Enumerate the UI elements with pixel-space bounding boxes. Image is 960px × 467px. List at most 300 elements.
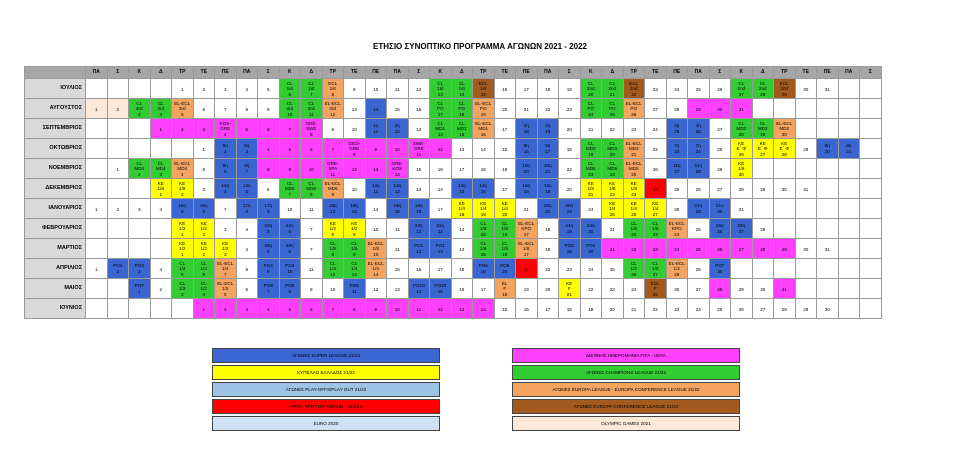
day-cell <box>86 179 108 199</box>
day-number: 10 <box>351 126 357 132</box>
day-number: 28 <box>674 271 680 277</box>
event-label: 16η <box>178 203 187 208</box>
day-cell <box>172 299 194 319</box>
event-label: PO8 <box>263 283 273 288</box>
day-number: 24 <box>588 206 594 212</box>
day-number: 24 <box>652 126 658 132</box>
day-cell <box>430 79 452 99</box>
event-label: ECL F <box>650 280 660 291</box>
day-number: 29 <box>738 286 744 292</box>
day-number: 30 <box>824 306 830 312</box>
day-cell <box>752 99 774 119</box>
day-cell <box>860 259 882 279</box>
day-cell <box>559 239 581 259</box>
day-number: 7 <box>288 126 292 132</box>
day-cell <box>322 259 344 279</box>
day-cell <box>172 279 194 299</box>
day-number: 2 <box>116 106 120 112</box>
event-label: CL 1/8 <box>630 220 637 231</box>
day-number: 19 <box>566 249 572 254</box>
day-cell <box>150 159 172 179</box>
event-label: ECL 2nd <box>629 80 639 91</box>
event-label: 18η <box>328 203 337 208</box>
day-cell <box>236 259 258 279</box>
weekday-header: Δ <box>451 67 473 79</box>
day-cell <box>215 139 237 159</box>
day-number: 6 <box>202 209 206 214</box>
day-number: 8 <box>245 266 249 272</box>
day-number: 18 <box>459 266 465 272</box>
day-number: 6 <box>223 169 227 174</box>
event-label: ΚΕ 1/8 <box>179 180 186 191</box>
day-cell <box>559 119 581 139</box>
month-row <box>25 199 882 219</box>
day-cell <box>731 299 753 319</box>
day-number: 8 <box>309 191 313 197</box>
day-cell <box>774 179 796 199</box>
day-cell <box>602 239 624 259</box>
day-cell <box>172 139 194 159</box>
day-number: 13 <box>416 126 422 132</box>
day-number: 23 <box>674 149 680 154</box>
day-number: 27 <box>738 246 744 252</box>
day-cell <box>408 159 430 179</box>
day-cell <box>344 279 366 299</box>
day-number: 17 <box>545 306 551 312</box>
day-number: 11 <box>394 86 400 92</box>
day-number: 2 <box>137 171 141 177</box>
day-cell <box>580 219 602 239</box>
day-number: 21 <box>631 306 637 312</box>
day-number: 6 <box>202 106 206 112</box>
day-cell <box>838 239 860 259</box>
day-number: 6 <box>245 286 249 292</box>
day-cell <box>516 239 538 259</box>
day-number: 14 <box>480 306 486 312</box>
day-number: 30 <box>781 186 787 192</box>
day-number: 7 <box>309 226 313 232</box>
day-number: 5 <box>180 209 184 214</box>
day-cell <box>258 119 280 139</box>
day-number: 15 <box>416 166 422 172</box>
day-cell <box>107 199 129 219</box>
day-cell <box>236 119 258 139</box>
event-label: ΚΕ 1/4 <box>458 200 465 211</box>
day-cell <box>473 99 495 119</box>
day-number: 10 <box>330 286 336 292</box>
day-cell <box>666 199 688 219</box>
day-cell <box>215 219 237 239</box>
day-number: 8 <box>352 151 356 157</box>
day-number: 29 <box>760 186 766 192</box>
event-label: ΚΕ 1/4 <box>501 200 508 211</box>
day-number: 7 <box>288 191 292 197</box>
day-cell <box>494 279 516 299</box>
month-label: ΙΟΥΝΙΟΣ <box>25 299 86 319</box>
event-label: PO3 <box>134 263 144 268</box>
day-cell <box>236 99 258 119</box>
day-cell <box>236 219 258 239</box>
day-cell <box>688 259 710 279</box>
day-number: 23 <box>566 266 572 272</box>
day-number: 12 <box>330 111 336 117</box>
day-number: 28 <box>781 306 787 312</box>
day-number: 3 <box>223 86 227 92</box>
day-cell <box>666 259 688 279</box>
day-cell <box>215 199 237 219</box>
day-cell <box>365 139 387 159</box>
weekday-header: Κ <box>731 67 753 79</box>
event-label: ECL 1st <box>478 80 488 91</box>
day-number: 18 <box>459 111 465 117</box>
day-cell <box>709 119 731 139</box>
month-row <box>25 299 882 319</box>
day-number: 10 <box>287 111 293 117</box>
day-cell <box>387 79 409 99</box>
day-number: 6 <box>202 271 206 277</box>
day-number: 9 <box>352 86 356 92</box>
event-label: PO7 <box>134 283 144 288</box>
day-cell <box>516 79 538 99</box>
event-label: 21η <box>715 203 724 208</box>
day-number: 21 <box>545 169 551 174</box>
day-number: 27 <box>652 211 658 217</box>
day-cell <box>344 99 366 119</box>
day-cell <box>645 139 667 159</box>
weekday-header: ΤΕ <box>645 67 667 79</box>
event-label: ΚΕ 1/2 <box>179 240 186 251</box>
day-number: 7 <box>331 306 335 312</box>
event-label: KOS- GRE <box>219 120 231 131</box>
day-number: 26 <box>695 186 701 192</box>
day-cell <box>107 259 129 279</box>
day-number: 2 <box>180 126 184 132</box>
event-label: CL MD4 <box>134 160 145 171</box>
event-label: EL-ECL 1/4 <box>367 260 384 271</box>
day-cell <box>473 179 495 199</box>
day-number: 20 <box>609 306 615 312</box>
day-number: 14 <box>373 106 379 112</box>
day-number: 4 <box>159 206 163 212</box>
day-number: 19 <box>588 306 594 312</box>
day-cell <box>666 179 688 199</box>
day-number: 21 <box>523 206 529 212</box>
day-cell <box>344 219 366 239</box>
day-cell <box>666 219 688 239</box>
day-cell <box>129 99 151 119</box>
day-cell <box>86 139 108 159</box>
day-number: 16 <box>480 189 486 194</box>
day-cell <box>602 159 624 179</box>
day-number: 2 <box>159 286 163 292</box>
event-label: CL 1/2 <box>179 280 186 291</box>
day-number: 9 <box>352 251 356 257</box>
day-cell <box>387 139 409 159</box>
day-cell <box>688 239 710 259</box>
day-cell <box>387 179 409 199</box>
day-cell <box>430 219 452 239</box>
day-cell <box>365 79 387 99</box>
event-label: CL 1/4 <box>200 260 207 271</box>
day-cell <box>150 219 172 239</box>
day-cell <box>838 139 860 159</box>
day-cell <box>688 219 710 239</box>
day-cell <box>860 139 882 159</box>
day-number: 27 <box>760 151 766 157</box>
day-number: 29 <box>695 106 701 112</box>
event-label: CL PO <box>587 100 595 111</box>
day-cell <box>645 119 667 139</box>
day-number: 16 <box>437 166 443 172</box>
day-number: 30 <box>760 286 766 292</box>
day-cell <box>430 199 452 219</box>
weekday-header: Σ <box>408 67 430 79</box>
day-cell <box>365 199 387 219</box>
day-cell <box>731 99 753 119</box>
day-cell <box>731 219 753 239</box>
event-label: CL MD1 <box>435 120 446 131</box>
day-cell <box>86 239 108 259</box>
event-label: PO1 <box>435 243 445 248</box>
day-cell <box>537 139 559 159</box>
event-label: ΚΕ 1/4 <box>480 200 487 211</box>
day-cell <box>215 159 237 179</box>
day-cell <box>365 119 387 139</box>
day-cell <box>172 179 194 199</box>
day-number: 1 <box>94 106 98 112</box>
day-number: 24 <box>674 86 680 92</box>
event-label: CL 1/2 <box>652 260 659 271</box>
day-cell <box>731 79 753 99</box>
day-cell <box>387 239 409 259</box>
weekday-header: Δ <box>602 67 624 79</box>
day-number: 1 <box>202 146 206 152</box>
day-cell <box>387 119 409 139</box>
day-number: 22 <box>631 91 637 97</box>
day-cell <box>795 199 817 219</box>
day-cell <box>838 299 860 319</box>
month-row <box>25 219 882 239</box>
day-number: 12 <box>437 146 443 152</box>
day-cell <box>387 279 409 299</box>
day-number: 30 <box>717 106 723 112</box>
event-label: 6η <box>523 143 529 148</box>
day-cell <box>387 99 409 119</box>
event-label: ΚΕ 1/4 <box>652 200 659 211</box>
event-label: PO6 <box>500 263 510 268</box>
day-number: 27 <box>652 271 658 277</box>
day-number: 12 <box>330 271 336 277</box>
day-number: 14 <box>459 226 465 232</box>
day-number: 30 <box>738 171 744 177</box>
day-cell <box>408 119 430 139</box>
day-number: 3 <box>137 111 141 117</box>
day-cell <box>172 199 194 219</box>
day-cell <box>688 99 710 119</box>
day-number: 18 <box>545 226 551 232</box>
legend-item: ΔΙΕΘΝΗΣ ΗΜΕΡΟΜΗΝΙΑ FIFA - UEFA <box>512 348 740 363</box>
day-cell <box>688 79 710 99</box>
day-number: 19 <box>545 189 551 194</box>
day-cell <box>150 79 172 99</box>
day-cell <box>301 179 323 199</box>
day-cell <box>107 239 129 259</box>
day-cell <box>344 299 366 319</box>
day-cell <box>150 199 172 219</box>
day-cell <box>344 119 366 139</box>
weekday-header: ΤΡ <box>623 67 645 79</box>
day-cell <box>365 299 387 319</box>
day-cell <box>752 79 774 99</box>
day-cell <box>451 99 473 119</box>
day-cell <box>279 239 301 259</box>
day-cell <box>580 119 602 139</box>
weekday-header: Σ <box>559 67 581 79</box>
day-cell <box>709 199 731 219</box>
day-cell <box>451 279 473 299</box>
day-cell <box>580 139 602 159</box>
legend-left <box>212 348 440 433</box>
day-number: 11 <box>308 266 314 272</box>
day-cell <box>279 99 301 119</box>
event-label: CL 2nd <box>586 80 595 91</box>
day-number: 1 <box>180 86 184 92</box>
event-label: 5η <box>244 143 250 148</box>
day-number: 30 <box>717 209 723 214</box>
day-cell <box>838 99 860 119</box>
day-number: 29 <box>781 246 787 252</box>
day-number: 5 <box>180 271 184 277</box>
day-cell <box>322 239 344 259</box>
event-label: CL 2nd <box>758 80 767 91</box>
weekday-header: ΠΕ <box>365 67 387 79</box>
day-number: 2 <box>223 306 227 312</box>
day-number: 4 <box>202 291 206 297</box>
day-cell <box>731 279 753 299</box>
day-number: 8 <box>288 289 292 294</box>
day-cell <box>129 179 151 199</box>
day-number: 23 <box>652 86 658 92</box>
day-number: 31 <box>803 186 809 192</box>
day-number: 24 <box>588 266 594 272</box>
event-label: CL 1st <box>286 80 293 91</box>
day-cell <box>107 79 129 99</box>
day-cell <box>86 279 108 299</box>
day-number: 10 <box>394 306 400 312</box>
event-label: ΚΕ 1/2 <box>200 240 207 251</box>
day-number: 2 <box>202 231 206 237</box>
event-label: SWE- GRE <box>412 140 425 151</box>
day-cell <box>258 139 280 159</box>
event-label: 17η <box>264 203 273 208</box>
day-number: 9 <box>309 286 313 292</box>
day-cell <box>107 299 129 319</box>
day-cell <box>473 219 495 239</box>
day-cell <box>688 119 710 139</box>
day-cell <box>860 199 882 219</box>
day-number: 15 <box>480 231 486 237</box>
day-cell <box>258 259 280 279</box>
event-label: EL F <box>501 280 508 291</box>
legend-item: OLYMPIC GAMES 2021 <box>512 416 740 431</box>
event-label: PO10 <box>412 283 425 288</box>
weekday-header: Σ <box>107 67 129 79</box>
day-number: 15 <box>480 251 486 257</box>
event-label: CL MD1 <box>456 120 467 131</box>
day-cell <box>322 299 344 319</box>
day-cell <box>430 299 452 319</box>
day-cell <box>838 199 860 219</box>
day-cell <box>129 119 151 139</box>
event-label: EL-ECL MD6 <box>324 180 341 191</box>
event-label: GEO- GRE <box>348 140 361 151</box>
day-number: 27 <box>652 106 658 112</box>
event-label: EL-ECL 3rd <box>324 100 341 111</box>
day-number: 19 <box>566 86 572 92</box>
day-cell <box>215 299 237 319</box>
event-label: CL 1/4 <box>351 260 358 271</box>
day-number: 8 <box>266 166 270 172</box>
day-number: 12 <box>416 249 422 254</box>
event-label: 26η <box>285 243 294 248</box>
day-cell <box>430 119 452 139</box>
day-cell <box>774 79 796 99</box>
day-cell <box>752 119 774 139</box>
day-cell <box>516 119 538 139</box>
day-cell <box>731 179 753 199</box>
day-cell <box>322 279 344 299</box>
day-cell <box>817 299 839 319</box>
day-number: 13 <box>459 146 465 152</box>
day-cell <box>602 119 624 139</box>
weekday-header: ΤΡ <box>172 67 194 79</box>
day-number: 3 <box>180 291 184 297</box>
day-number: 11 <box>416 306 422 312</box>
event-label: EL-ECL KPO <box>518 220 535 231</box>
day-cell <box>279 299 301 319</box>
event-label: 15η <box>522 183 531 188</box>
day-cell <box>430 279 452 299</box>
event-label: 2η <box>523 123 529 128</box>
day-cell <box>580 159 602 179</box>
day-cell <box>193 99 215 119</box>
day-number: 8 <box>331 251 335 257</box>
day-cell <box>580 99 602 119</box>
event-label: CL 1/8 <box>329 240 336 251</box>
day-cell <box>666 159 688 179</box>
day-cell <box>172 79 194 99</box>
day-cell <box>537 99 559 119</box>
day-number: 21 <box>588 126 594 132</box>
day-number: 18 <box>523 129 529 134</box>
day-number: 3 <box>245 306 249 312</box>
event-label: CL 3rd <box>157 100 165 111</box>
day-number: 5 <box>202 166 206 172</box>
weekday-header: Κ <box>279 67 301 79</box>
month-row <box>25 279 882 299</box>
day-number: 19 <box>480 269 486 274</box>
day-number: 19 <box>523 286 529 292</box>
day-cell <box>301 159 323 179</box>
day-cell <box>774 239 796 259</box>
day-cell <box>838 219 860 239</box>
event-label: 14η <box>479 183 488 188</box>
day-cell <box>860 99 882 119</box>
day-cell <box>408 239 430 259</box>
day-number: 20 <box>502 106 508 112</box>
day-cell <box>365 159 387 179</box>
day-number: 16 <box>523 306 529 312</box>
